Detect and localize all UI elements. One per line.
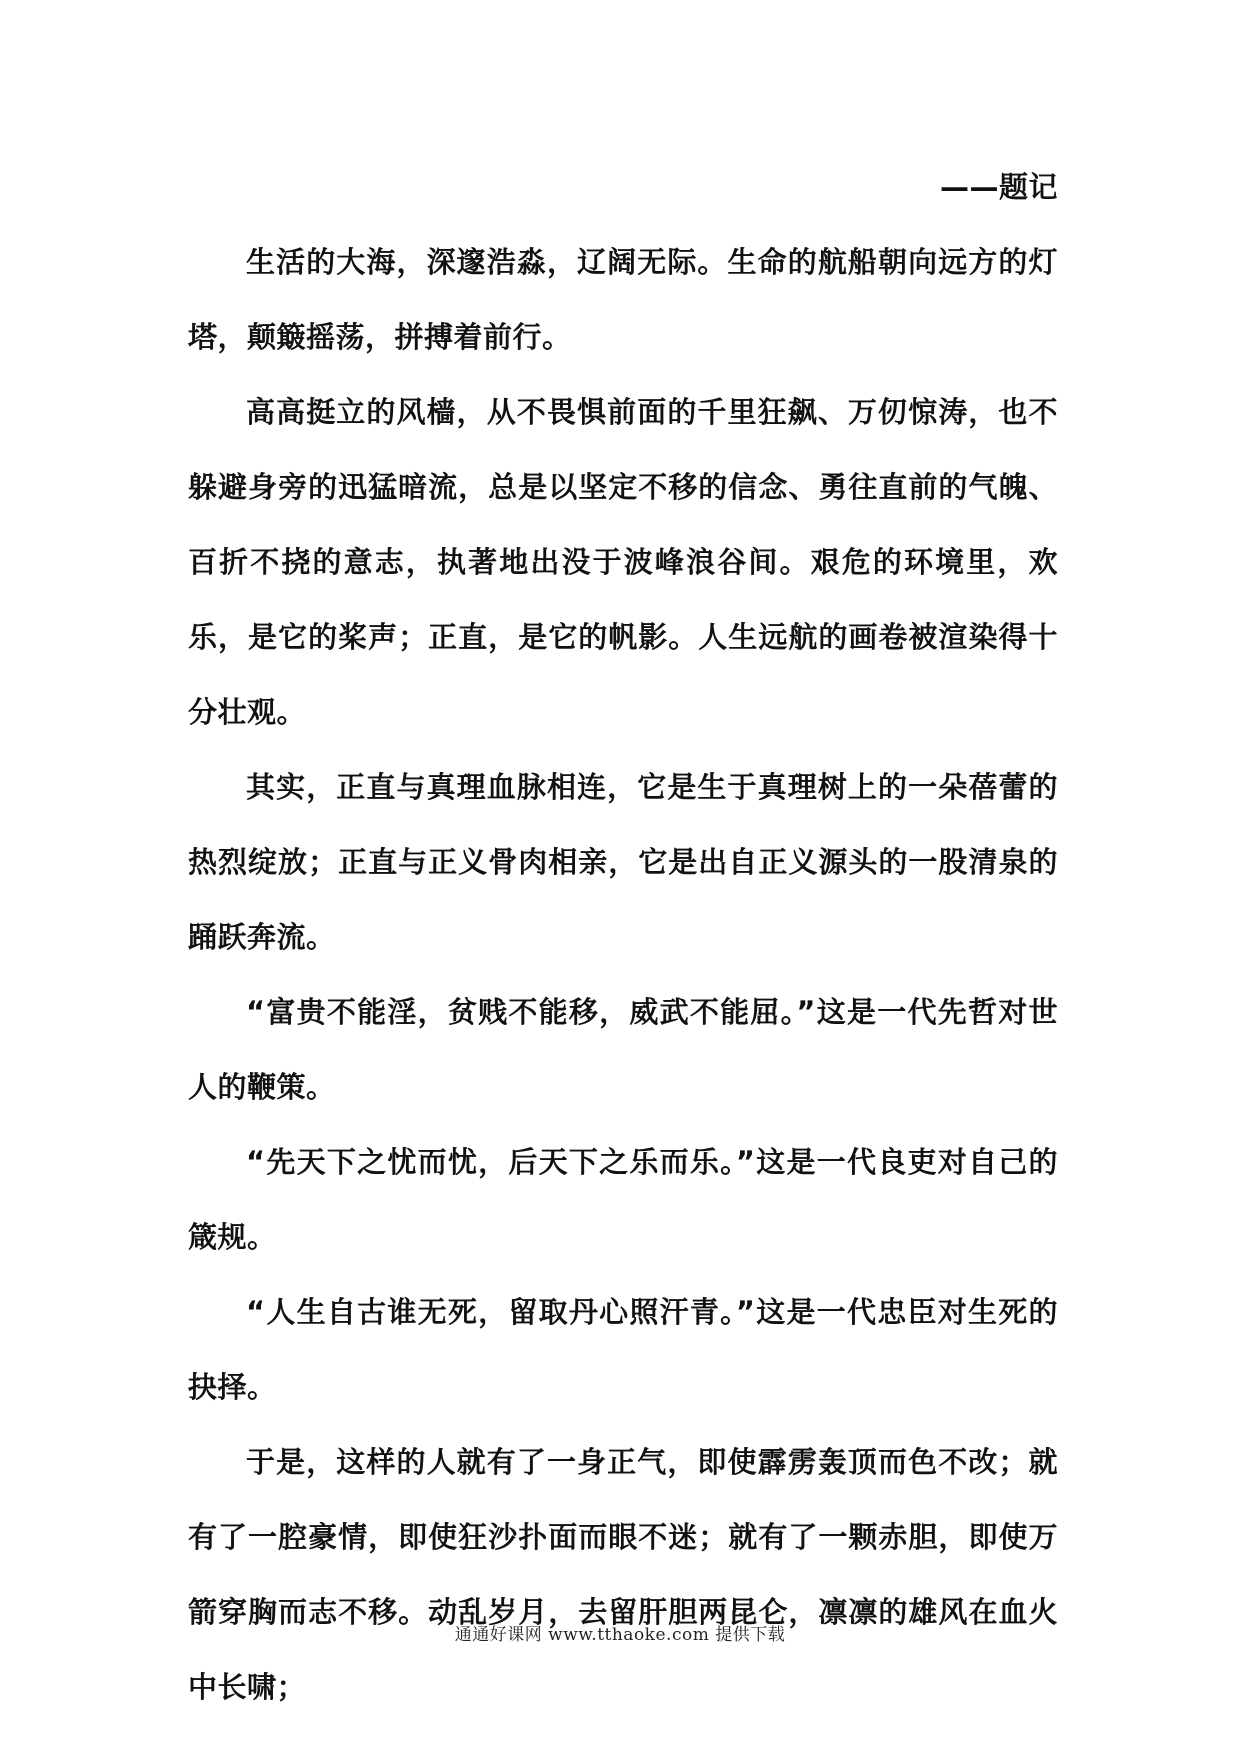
essay-body — [188, 150, 1058, 1725]
paragraph-3: 其实，正直与真理血脉相连，它是生于真理树上的一朵蓓蕾的热烈绽放；正直与正义骨肉相亲，它是出自正义源头的一股清泉的踊跃奔流。 — [188, 770, 1058, 954]
paragraph-4: “富贵不能淫，贫贱不能移，威武不能屈。”这是一代先哲对世人的鞭策。 — [188, 995, 1058, 1104]
paragraph-6: “人生自古谁无死，留取丹心照汗青。”这是一代忠臣对生死的抉择。 — [188, 1295, 1058, 1404]
paragraph-1: 生活的大海，深邃浩淼，辽阔无际。生命的航船朝向远方的灯塔，颠簸摇荡，拼搏着前行。 — [188, 245, 1058, 354]
epigraph-attribution: ——题记 — [939, 170, 1058, 204]
page-footer: 通通好课网 www.tthaoke.com 提供下载 — [454, 1625, 786, 1645]
paragraph-2: 高高挺立的风樯，从不畏惧前面的千里狂飙、万仞惊涛，也不躲避身旁的迅猛暗流，总是以坚定不移的信念、勇往直前的气魄、百折不挠的意志，执著地出没于波峰浪谷间。艰危的环境里，欢乐，是它的桨声；正直，是它的帆影。人生远航的画卷被渲染得十分壮观。 — [188, 395, 1058, 729]
paragraph-7: 于是，这样的人就有了一身正气，即使霹雳轰顶而色不改；就有了一腔豪情，即使狂沙扑面而眼不迷；就有了一颗赤胆，即使万箭穿胸而志不移。动乱岁月，去留肝胆两昆仑，凛凛的雄风在血火中长啸； — [188, 1445, 1058, 1704]
paragraph-5: “先天下之忧而忧，后天下之乐而乐。”这是一代良吏对自己的箴规。 — [188, 1145, 1058, 1254]
